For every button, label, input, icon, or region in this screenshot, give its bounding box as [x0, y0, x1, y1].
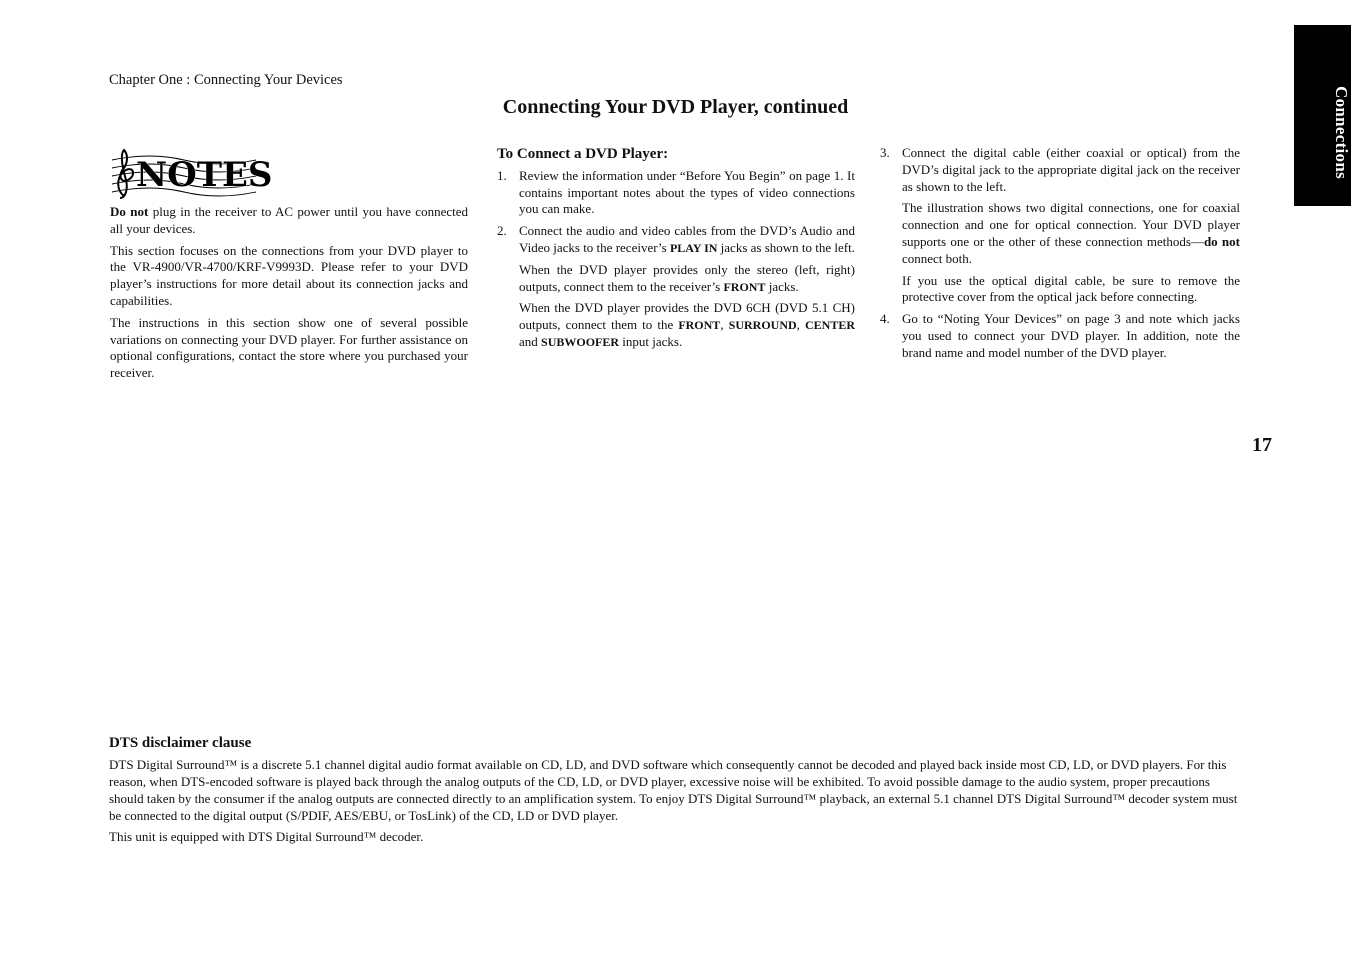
notes-logo-text: NOTES — [136, 155, 273, 195]
notes-paragraph-3: The instructions in this section show one of several possible variations on connecting your DVD player. For further assistance on optional configurations, contact the store where you purchased your receiver. — [110, 314, 468, 381]
page-number: 17 — [1252, 434, 1272, 456]
connect-heading: To Connect a DVD Player: — [497, 146, 669, 162]
notes-paragraph-1: Do not plug in the receiver to AC power until you have connected all your devices. — [110, 204, 469, 236]
connect-column-right — [880, 145, 1240, 367]
dts-paragraph-1: DTS Digital Surround™ is a discrete 5.1 channel digital audio format available on CD, LD, and DVD software which consequently cannot be decoded and played back inside most CD, LD, or DVD players. For this reason, when DTS-encoded software is played back through the analog outputs of the CD, LD, or DVD player, excessive noise will be exhibited. To avoid possible damage to the audio system, proper precautions should taken by the consumer if the analog outputs are connected directly to an amplification system. To enjoy DTS Digital Surround™ playback, an external 5.1 channel DTS Digital Surround™ decoder system must be connected to the digital output (S/PDIF, AES/EBU, or TosLink) of the CD, LD or DVD player. — [109, 757, 1238, 823]
notes-paragraph-2: This section focuses on the connections from your DVD player to the VR-4900/VR-4700/KRF-V9993D. Please refer to your DVD player’s instructions for more detail about its connection jacks and capabilities. — [110, 242, 468, 308]
side-tab — [1294, 25, 1351, 206]
step-1: 1. Review the information under “Before You Begin” on page 1. It contains important notes about the types of video connections you can make. — [497, 167, 855, 217]
dts-heading: DTS disclaimer clause — [109, 735, 252, 751]
connect-column-left — [497, 146, 855, 356]
step-3: 3. Connect the digital cable (either coaxial or optical) from the DVD’s digital jack to the appropriate digital jack on the receiver as shown to the left. The illustration shows two digital connections, one for coaxial connection and one for optical connection. Your DVD player supports one or the other of these connection methods—do not connect both. If you use the optical digital cable, be sure to remove the protective cover from the optical jack before connecting. — [880, 145, 1240, 305]
side-tab-label: Connections — [1332, 85, 1351, 180]
notes-column — [110, 146, 468, 387]
page-title: Connecting Your DVD Player, continued — [502, 96, 849, 118]
step-4: 4. Go to “Noting Your Devices” on page 3 and note which jacks you used to connect your DVD player. In addition, note the brand name and model number of the DVD player. — [880, 311, 1240, 360]
step-2: 2. Connect the audio and video cables from the DVD’s Audio and Video jacks to the receiver’s PLAY IN jacks as shown to the left. When the DVD player provides only the stereo (left, right) outputs, connect them to the receiver’s FRONT jacks. When the DVD player provides the DVD 6CH (DVD 5.1 CH) outputs, connect them to the FRONT, SURROUND, CENTER and SUBWOOFER input jacks. — [497, 223, 855, 349]
dts-disclaimer — [109, 735, 1243, 849]
notes-logo — [110, 146, 273, 202]
chapter-header: Chapter One : Connecting Your Devices — [109, 72, 343, 88]
dts-paragraph-2: This unit is equipped with DTS Digital Surround™ decoder. — [109, 829, 424, 844]
